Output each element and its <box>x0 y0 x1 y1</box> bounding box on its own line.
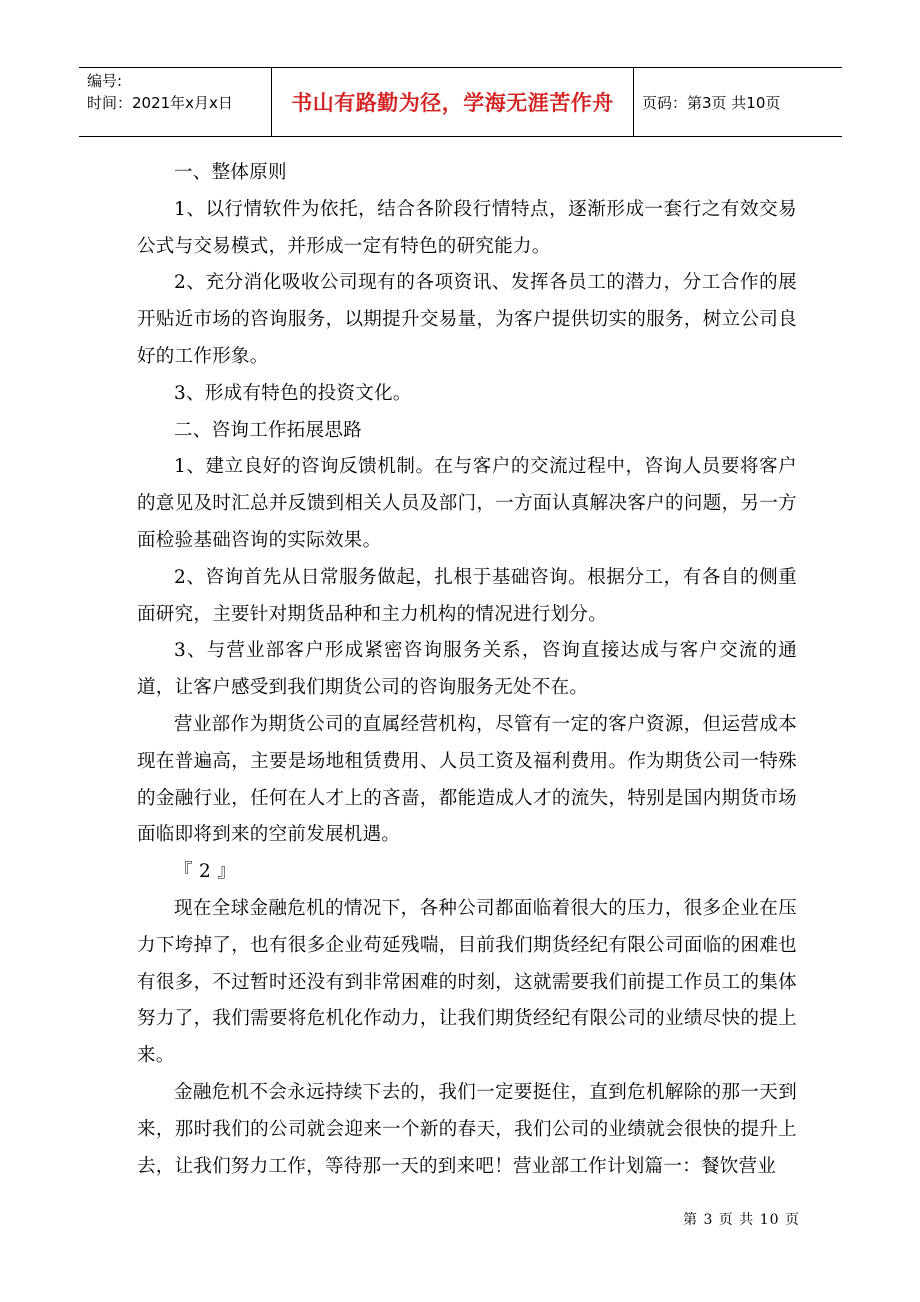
header-meta <box>79 68 272 136</box>
paragraph: 1、建立良好的咨询反馈机制。在与客户的交流过程中，咨询人员要将客户的意见及时汇总并反馈到相关人员及部门，一方面认真解决客户的问题，另一方面检验基础咨询的实际效果。 <box>137 456 797 551</box>
serial-number-label: 编号: <box>87 72 123 90</box>
header-motto-cell <box>272 68 634 136</box>
paragraph: 1、以行情软件为依托，结合各阶段行情特点，逐渐形成一套行之有效交易公式与交易模式，并形成一定有特色的研究能力。 <box>137 198 797 257</box>
page-info-text: 页码：第3页 共10页 <box>642 93 781 112</box>
document-body <box>137 155 797 1185</box>
header-page-info <box>634 68 842 136</box>
date-label: 时间：2021年x月x日 <box>87 94 233 112</box>
page-footer: 第 3 页 共 10 页 <box>683 1212 800 1228</box>
motto-text: 书山有路勤为径，学海无涯苦作舟 <box>291 91 614 115</box>
paragraph: 2、充分消化吸收公司现有的各项资讯、发挥各员工的潜力，分工合作的展开贴近市场的咨询服务，以期提升交易量，为客户提供切实的服务，树立公司良好的工作形象。 <box>137 272 797 367</box>
paragraph: 金融危机不会永远持续下去的，我们一定要挺住，直到危机解除的那一天到来，那时我们的公司就会迎来一个新的春天，我们公司的业绩就会很快的提升上去，让我们努力工作，等待那一天的到来吧！营业部工作计划篇一：餐饮营业 <box>137 1081 797 1177</box>
section-marker: 『 2 』 <box>174 861 237 883</box>
paragraph: 3、形成有特色的投资文化。 <box>174 382 412 404</box>
paragraph: 现在全球金融危机的情况下，各种公司都面临着很大的压力，很多企业在压力下垮掉了，也有很多企业苟延残喘，目前我们期货经纪有限公司面临的困难也有很多，不过暂时还没有到非常困难的时刻，这就需要我们前提工作员工的集体努力了，我们需要将危机化作动力，让我们期货经纪有限公司的业绩尽快的提上来。 <box>137 897 797 1067</box>
paragraph: 营业部作为期货公司的直属经营机构，尽管有一定的客户资源，但运营成本现在普遍高，主要是场地租赁费用、人员工资及福利费用。作为期货公司一特殊的金融行业，任何在人才上的吝啬，都能造成人才的流失，特别是国内期货市场面临即将到来的空前发展机遇。 <box>137 713 797 846</box>
section-heading: 二、咨询工作拓展思路 <box>174 419 363 441</box>
section-heading: 一、整体原则 <box>174 162 287 183</box>
paragraph: 3、与营业部客户形成紧密咨询服务关系，咨询直接达成与客户交流的通道，让客户感受到我们期货公司的咨询服务无处不在。 <box>137 640 797 699</box>
paragraph: 2、咨询首先从日常服务做起，扎根于基础咨询。根据分工，有各自的侧重面研究，主要针对期货品种和主力机构的情况进行划分。 <box>137 566 797 625</box>
page-header <box>79 67 842 137</box>
